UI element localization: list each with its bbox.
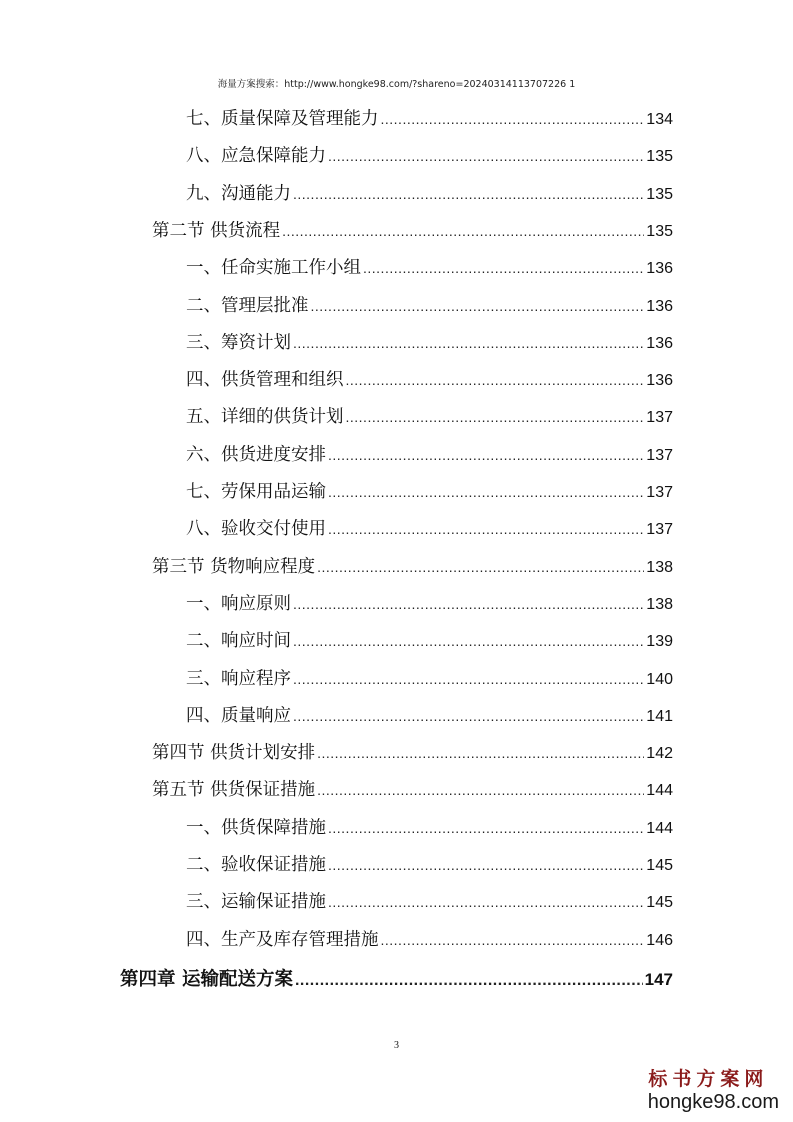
toc-entry-title: 供货保障措施 — [221, 817, 326, 838]
toc-entry-page: 134 — [646, 111, 673, 128]
toc-entry-title: 运输配送方案 — [181, 968, 293, 990]
toc-entry[interactable] — [152, 549, 673, 586]
toc-entry-number: 三、 — [186, 332, 221, 353]
toc-entry[interactable] — [186, 661, 673, 698]
toc-entry-number: 二、 — [186, 855, 221, 875]
toc-entry[interactable] — [120, 961, 673, 998]
toc-dot-leader — [328, 847, 644, 884]
toc-entry-title: 沟通能力 — [221, 183, 291, 204]
toc-entry[interactable] — [186, 288, 673, 325]
toc-entry-page: 138 — [646, 558, 673, 576]
toc-dot-leader — [317, 772, 644, 809]
toc-entry-title: 响应时间 — [221, 631, 291, 652]
toc-entry-title: 供货保证措施 — [210, 780, 316, 801]
toc-entry-title: 供货流程 — [210, 220, 281, 241]
toc-entry-title: 任命实施工作小组 — [221, 258, 361, 279]
toc-entry[interactable] — [186, 474, 673, 511]
toc-dot-leader — [363, 250, 644, 287]
header-link-text: 海量方案搜索：http://www.hongke98.com/?shareno=20240314113707226 1 — [217, 79, 576, 90]
toc-entry-number: 五、 — [186, 407, 221, 428]
toc-entry-title: 响应程序 — [221, 668, 291, 689]
toc-entry-title: 验收保证措施 — [221, 855, 326, 875]
toc-entry-number: 第四章 — [120, 968, 182, 990]
toc-entry-number: 二、 — [186, 631, 221, 652]
toc-entry-page: 136 — [646, 297, 673, 315]
toc-entry-number: 九、 — [186, 183, 221, 204]
watermark-logo — [648, 1064, 779, 1114]
toc-entry-title: 管理层批准 — [221, 295, 309, 316]
toc-dot-leader — [282, 213, 644, 250]
toc-entry[interactable] — [186, 922, 673, 959]
toc-dot-leader — [293, 661, 644, 698]
toc-entry-page: 137 — [646, 521, 673, 539]
toc-entry-number: 第五节 — [152, 780, 211, 801]
toc-entry-page: 137 — [646, 409, 673, 427]
toc-dot-leader — [346, 399, 645, 436]
toc-entry-title: 货物响应程度 — [210, 556, 316, 577]
toc-dot-leader — [295, 962, 643, 999]
watermark-cn-text: 标书方案网 — [648, 1068, 769, 1090]
toc-entry-number: 一、 — [186, 258, 221, 279]
toc-entry-number: 七、 — [186, 482, 221, 502]
toc-entry-title: 筹资计划 — [221, 332, 291, 353]
toc-dot-leader — [328, 138, 644, 175]
toc-entry-number: 第二节 — [152, 220, 211, 241]
toc-entry-title: 劳保用品运输 — [221, 482, 326, 502]
toc-dot-leader — [328, 884, 644, 921]
toc-entry-title: 生产及库存管理措施 — [221, 929, 379, 950]
toc-entry-title: 供货计划安排 — [210, 743, 316, 764]
toc-dot-leader — [293, 176, 644, 213]
toc-entry-page: 137 — [646, 446, 673, 464]
toc-entry[interactable] — [186, 176, 673, 213]
toc-entry[interactable] — [186, 884, 673, 921]
toc-entry-page: 136 — [646, 372, 673, 390]
toc-entry[interactable] — [186, 250, 673, 287]
toc-dot-leader — [293, 586, 644, 623]
toc-entry[interactable] — [186, 623, 673, 660]
toc-entry-page: 144 — [646, 819, 673, 837]
toc-entry-page: 135 — [646, 148, 673, 166]
toc-entry-number: 八、 — [186, 146, 221, 167]
toc-entry[interactable] — [186, 138, 673, 175]
toc-dot-leader — [293, 623, 644, 660]
toc-entry-number: 二、 — [186, 295, 221, 316]
toc-entry-page: 145 — [646, 857, 673, 874]
toc-entry-title: 应急保障能力 — [221, 146, 326, 167]
toc-entry-number: 四、 — [186, 929, 221, 950]
toc-entry-title: 供货进度安排 — [221, 444, 326, 465]
toc-entry-page: 145 — [646, 894, 673, 912]
toc-entry-number: 一、 — [186, 817, 221, 838]
toc-entry-number: 三、 — [186, 668, 221, 689]
toc-entry-number: 七、 — [186, 109, 221, 129]
toc-entry[interactable] — [152, 213, 673, 250]
toc-entry[interactable] — [186, 437, 673, 474]
toc-dot-leader — [293, 325, 644, 362]
toc-entry[interactable] — [152, 735, 673, 772]
toc-entry-page: 140 — [646, 670, 673, 688]
toc-entry-page: 142 — [646, 745, 673, 763]
toc-entry[interactable] — [186, 698, 673, 735]
toc-entry-page: 144 — [646, 782, 673, 800]
toc-dot-leader — [311, 288, 645, 325]
toc-entry-number: 第三节 — [152, 556, 211, 577]
watermark-en-text: hongke98.com — [647, 1091, 779, 1113]
toc-entry-number: 四、 — [186, 370, 221, 391]
toc-entry[interactable] — [186, 847, 673, 884]
toc-entry[interactable] — [186, 362, 673, 399]
toc-entry-page: 146 — [646, 931, 673, 949]
toc-entry[interactable] — [186, 101, 673, 138]
toc-dot-leader — [346, 362, 645, 399]
page-number: 3 — [394, 1040, 399, 1051]
toc-dot-leader — [328, 474, 644, 511]
toc-entry-page: 138 — [646, 595, 673, 613]
toc-entry-title: 质量响应 — [221, 705, 291, 726]
toc-entry-page: 139 — [646, 633, 673, 651]
toc-entry-page: 135 — [646, 185, 673, 203]
toc-entry-number: 第四节 — [152, 743, 211, 764]
toc-entry-number: 八、 — [186, 519, 221, 540]
toc-entry-title: 供货管理和组织 — [221, 370, 344, 391]
toc-entry-page: 136 — [646, 260, 673, 278]
toc-entry-page: 135 — [646, 222, 673, 240]
toc-dot-leader — [328, 437, 644, 474]
toc-entry-page: 141 — [646, 707, 673, 725]
toc-entry[interactable] — [186, 399, 673, 436]
toc-entry-page: 137 — [646, 484, 673, 501]
toc-dot-leader — [381, 922, 645, 959]
toc-entry-title: 运输保证措施 — [221, 892, 326, 913]
toc-dot-leader — [381, 101, 645, 138]
toc-entry-page: 147 — [644, 969, 673, 989]
toc-entry[interactable] — [186, 325, 673, 362]
toc-entry-title: 详细的供货计划 — [221, 407, 344, 428]
toc-entry-number: 四、 — [186, 705, 221, 726]
toc-dot-leader — [328, 511, 644, 548]
toc-entry-title: 验收交付使用 — [221, 519, 326, 540]
toc-dot-leader — [317, 735, 644, 772]
toc-entry-page: 136 — [646, 334, 673, 352]
toc-dot-leader — [328, 810, 644, 847]
toc-entry-number: 六、 — [186, 444, 221, 465]
toc-entry[interactable] — [186, 586, 673, 623]
toc-entry-title: 质量保障及管理能力 — [221, 109, 379, 129]
toc-entry-number: 三、 — [186, 892, 221, 913]
toc-entry-title: 响应原则 — [221, 593, 291, 614]
toc-dot-leader — [317, 549, 644, 586]
toc-entry[interactable] — [152, 772, 673, 809]
toc-entry[interactable] — [186, 511, 673, 548]
toc-entry[interactable] — [186, 810, 673, 847]
toc-entry-number: 一、 — [186, 593, 221, 614]
toc-dot-leader — [293, 698, 644, 735]
page-header — [0, 76, 793, 90]
